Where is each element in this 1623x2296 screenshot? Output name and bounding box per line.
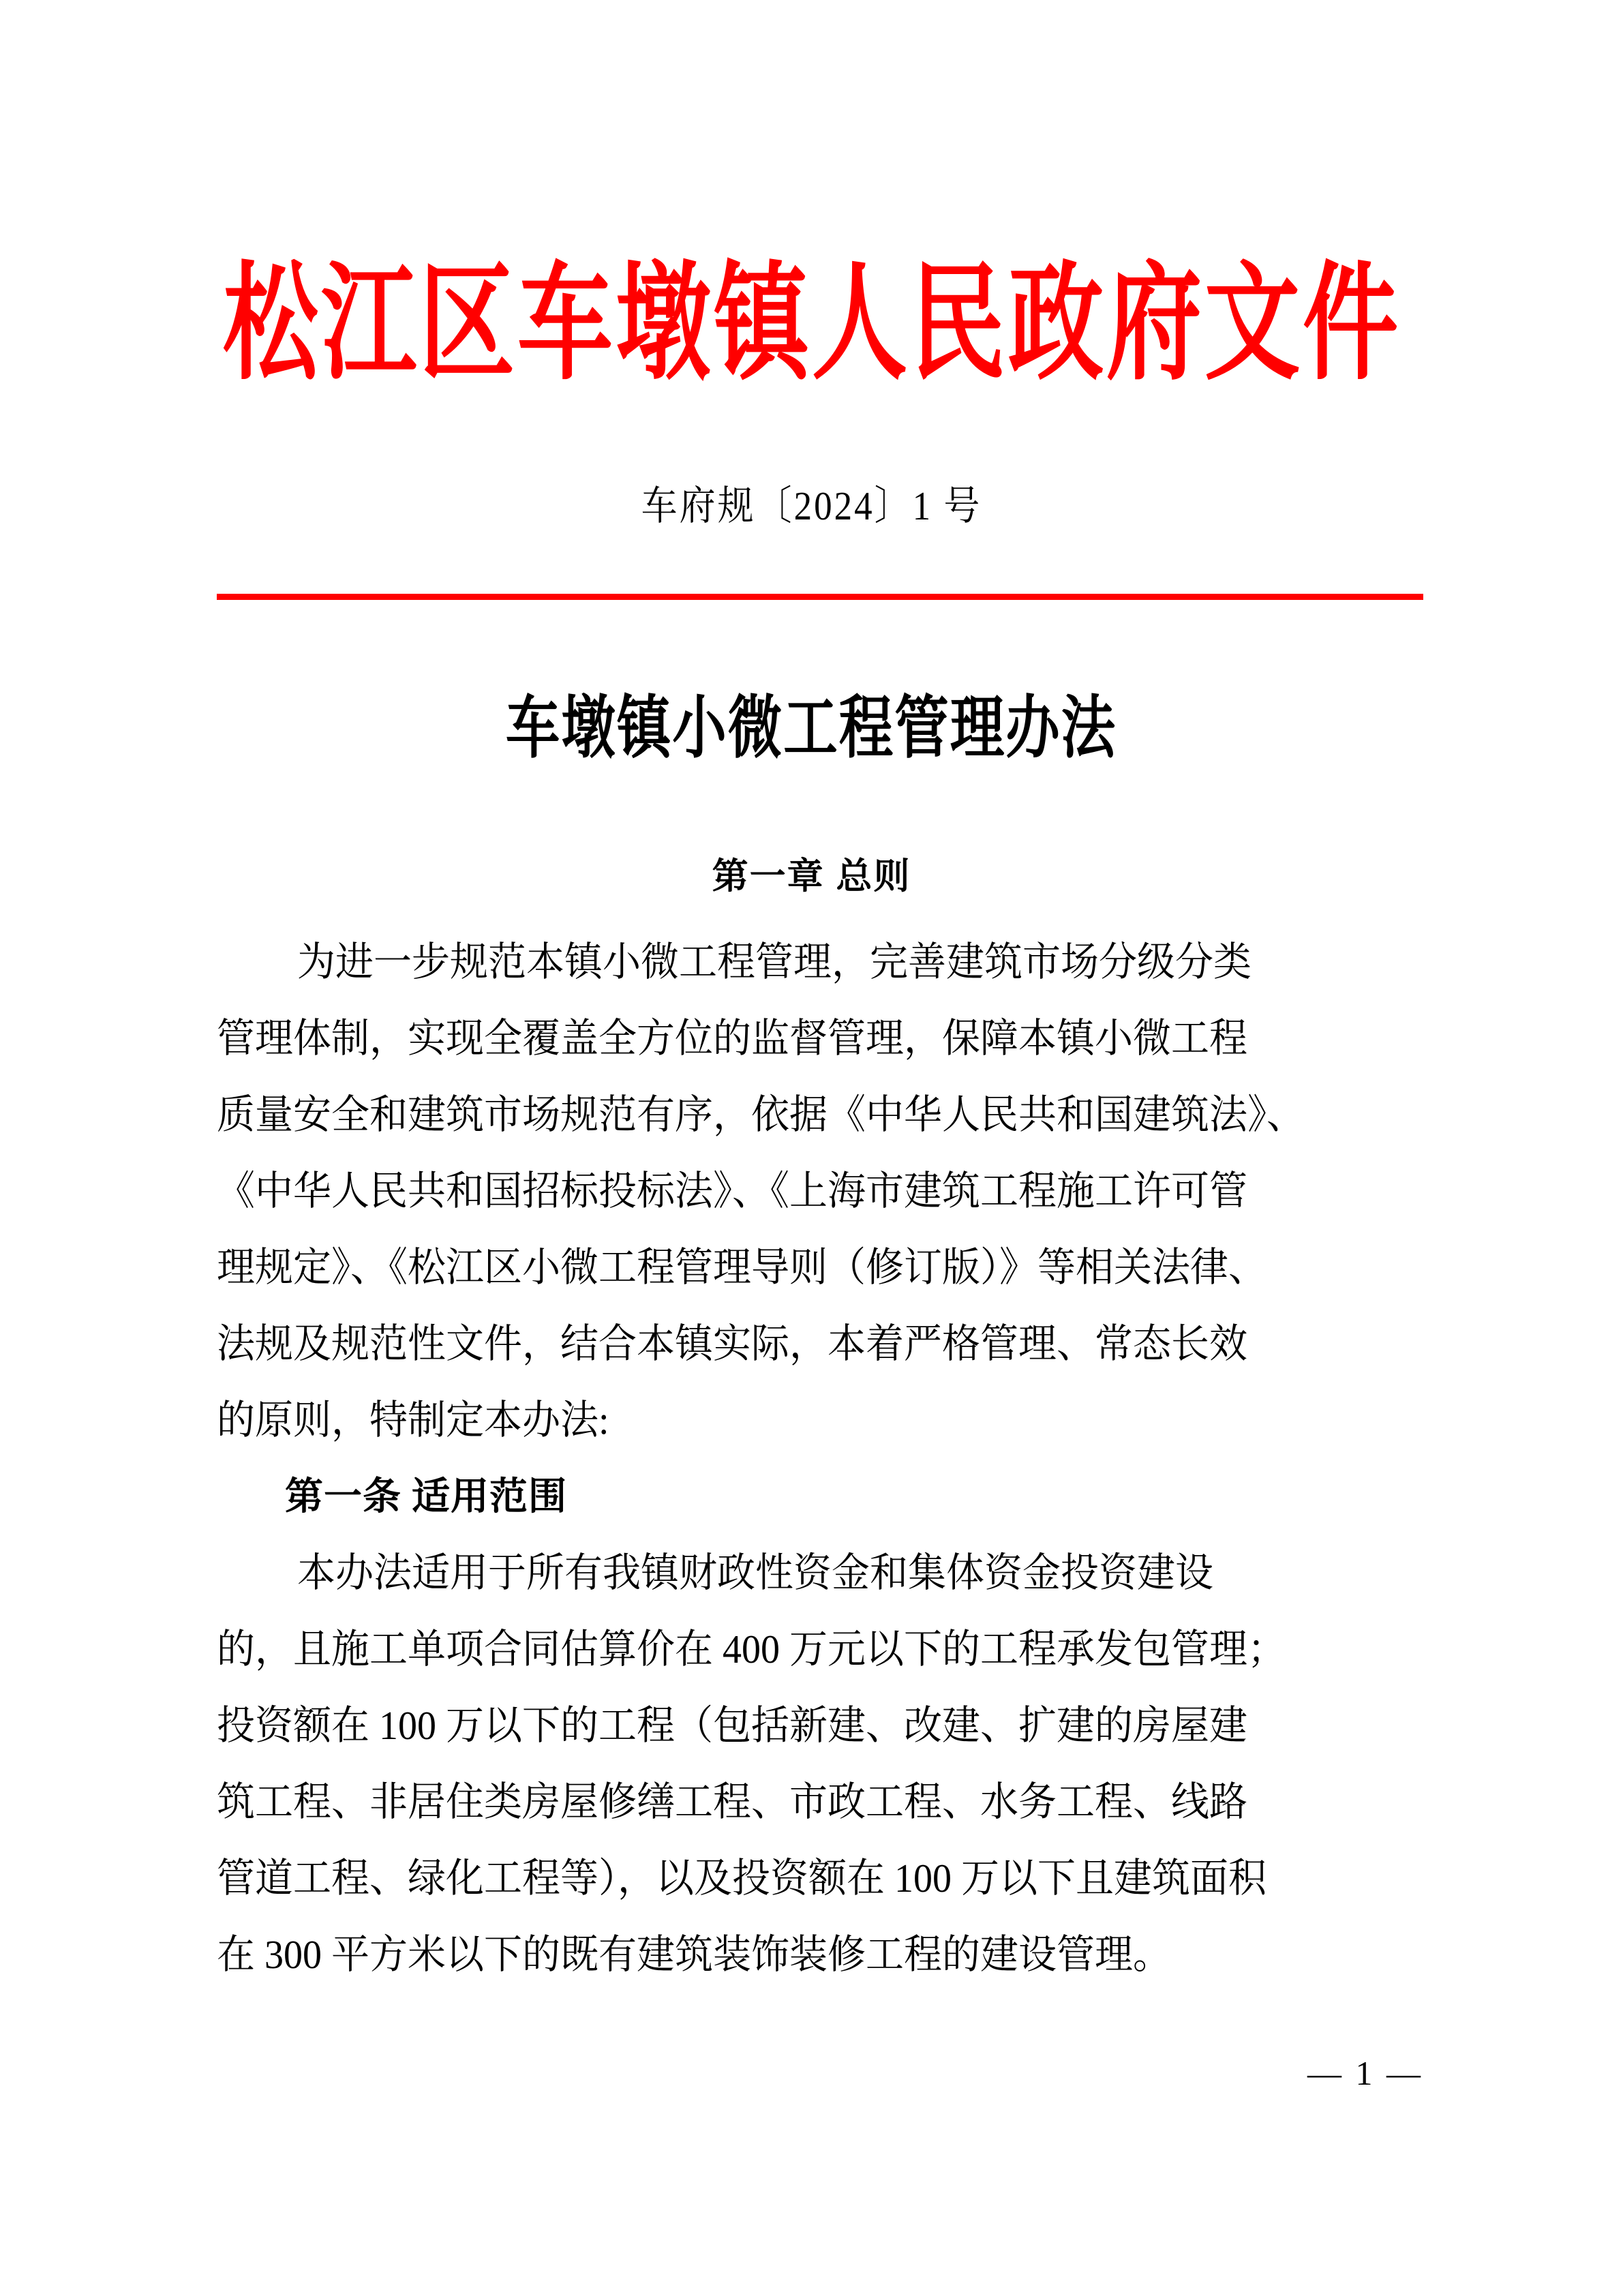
chapter-row <box>0 855 1623 898</box>
paragraph-line: 的，且施工单项合同估算价在 400 万元以下的工程承发包管理； <box>217 1627 1286 1672</box>
masthead-title: 松江区车墩镇人民政府文件 <box>222 254 1401 395</box>
paragraph-line: 质量安全和建筑市场规范有序，依据《中华人民共和国建筑法》、 <box>217 1093 1305 1138</box>
document-body <box>217 924 1425 1993</box>
paragraph-line: 本办法适用于所有我镇财政性资金和集体资金投资建设 <box>297 1551 1213 1596</box>
doc-title-row <box>0 690 1623 766</box>
chapter-heading: 第一章 总则 <box>712 856 911 896</box>
paragraph-line: 在 300 平方米以下的既有建筑装饰装修工程的建设管理。 <box>217 1933 1171 1978</box>
paragraph-line: 法规及规范性文件，结合本镇实际，本着严格管理、常态长效 <box>217 1322 1247 1367</box>
paragraph-line: 投资额在 100 万以下的工程（包括新建、改建、扩建的房屋建 <box>217 1704 1247 1749</box>
document-title: 车墩镇小微工程管理办法 <box>506 690 1117 766</box>
paragraph-line: 管理体制，实现全覆盖全方位的监督管理，保障本镇小微工程 <box>217 1016 1247 1061</box>
paragraph-line: 理规定》、《松江区小微工程管理导则（修订版）》等相关法律、 <box>217 1245 1266 1290</box>
paragraph-line: 的原则，特制定本办法: <box>217 1398 609 1443</box>
article-heading: 第一条 适用范围 <box>285 1476 567 1518</box>
page-number: — 1 — <box>1307 2054 1423 2092</box>
masthead <box>0 254 1623 395</box>
paragraph-line: 为进一步规范本镇小微工程管理，完善建筑市场分级分类 <box>297 940 1252 985</box>
paragraph-line: 筑工程、非居住类房屋修缮工程、市政工程、水务工程、线路 <box>217 1780 1247 1825</box>
red-separator-rule <box>217 594 1423 600</box>
doc-number-row <box>0 485 1623 529</box>
paragraph-line: 《中华人民共和国招标投标法》、《上海市建筑工程施工许可管 <box>217 1169 1247 1214</box>
paragraph-line: 管道工程、绿化工程等），以及投资额在 100 万以下且建筑面积 <box>217 1856 1266 1901</box>
document-number: 车府规〔2024〕1 号 <box>641 484 982 529</box>
